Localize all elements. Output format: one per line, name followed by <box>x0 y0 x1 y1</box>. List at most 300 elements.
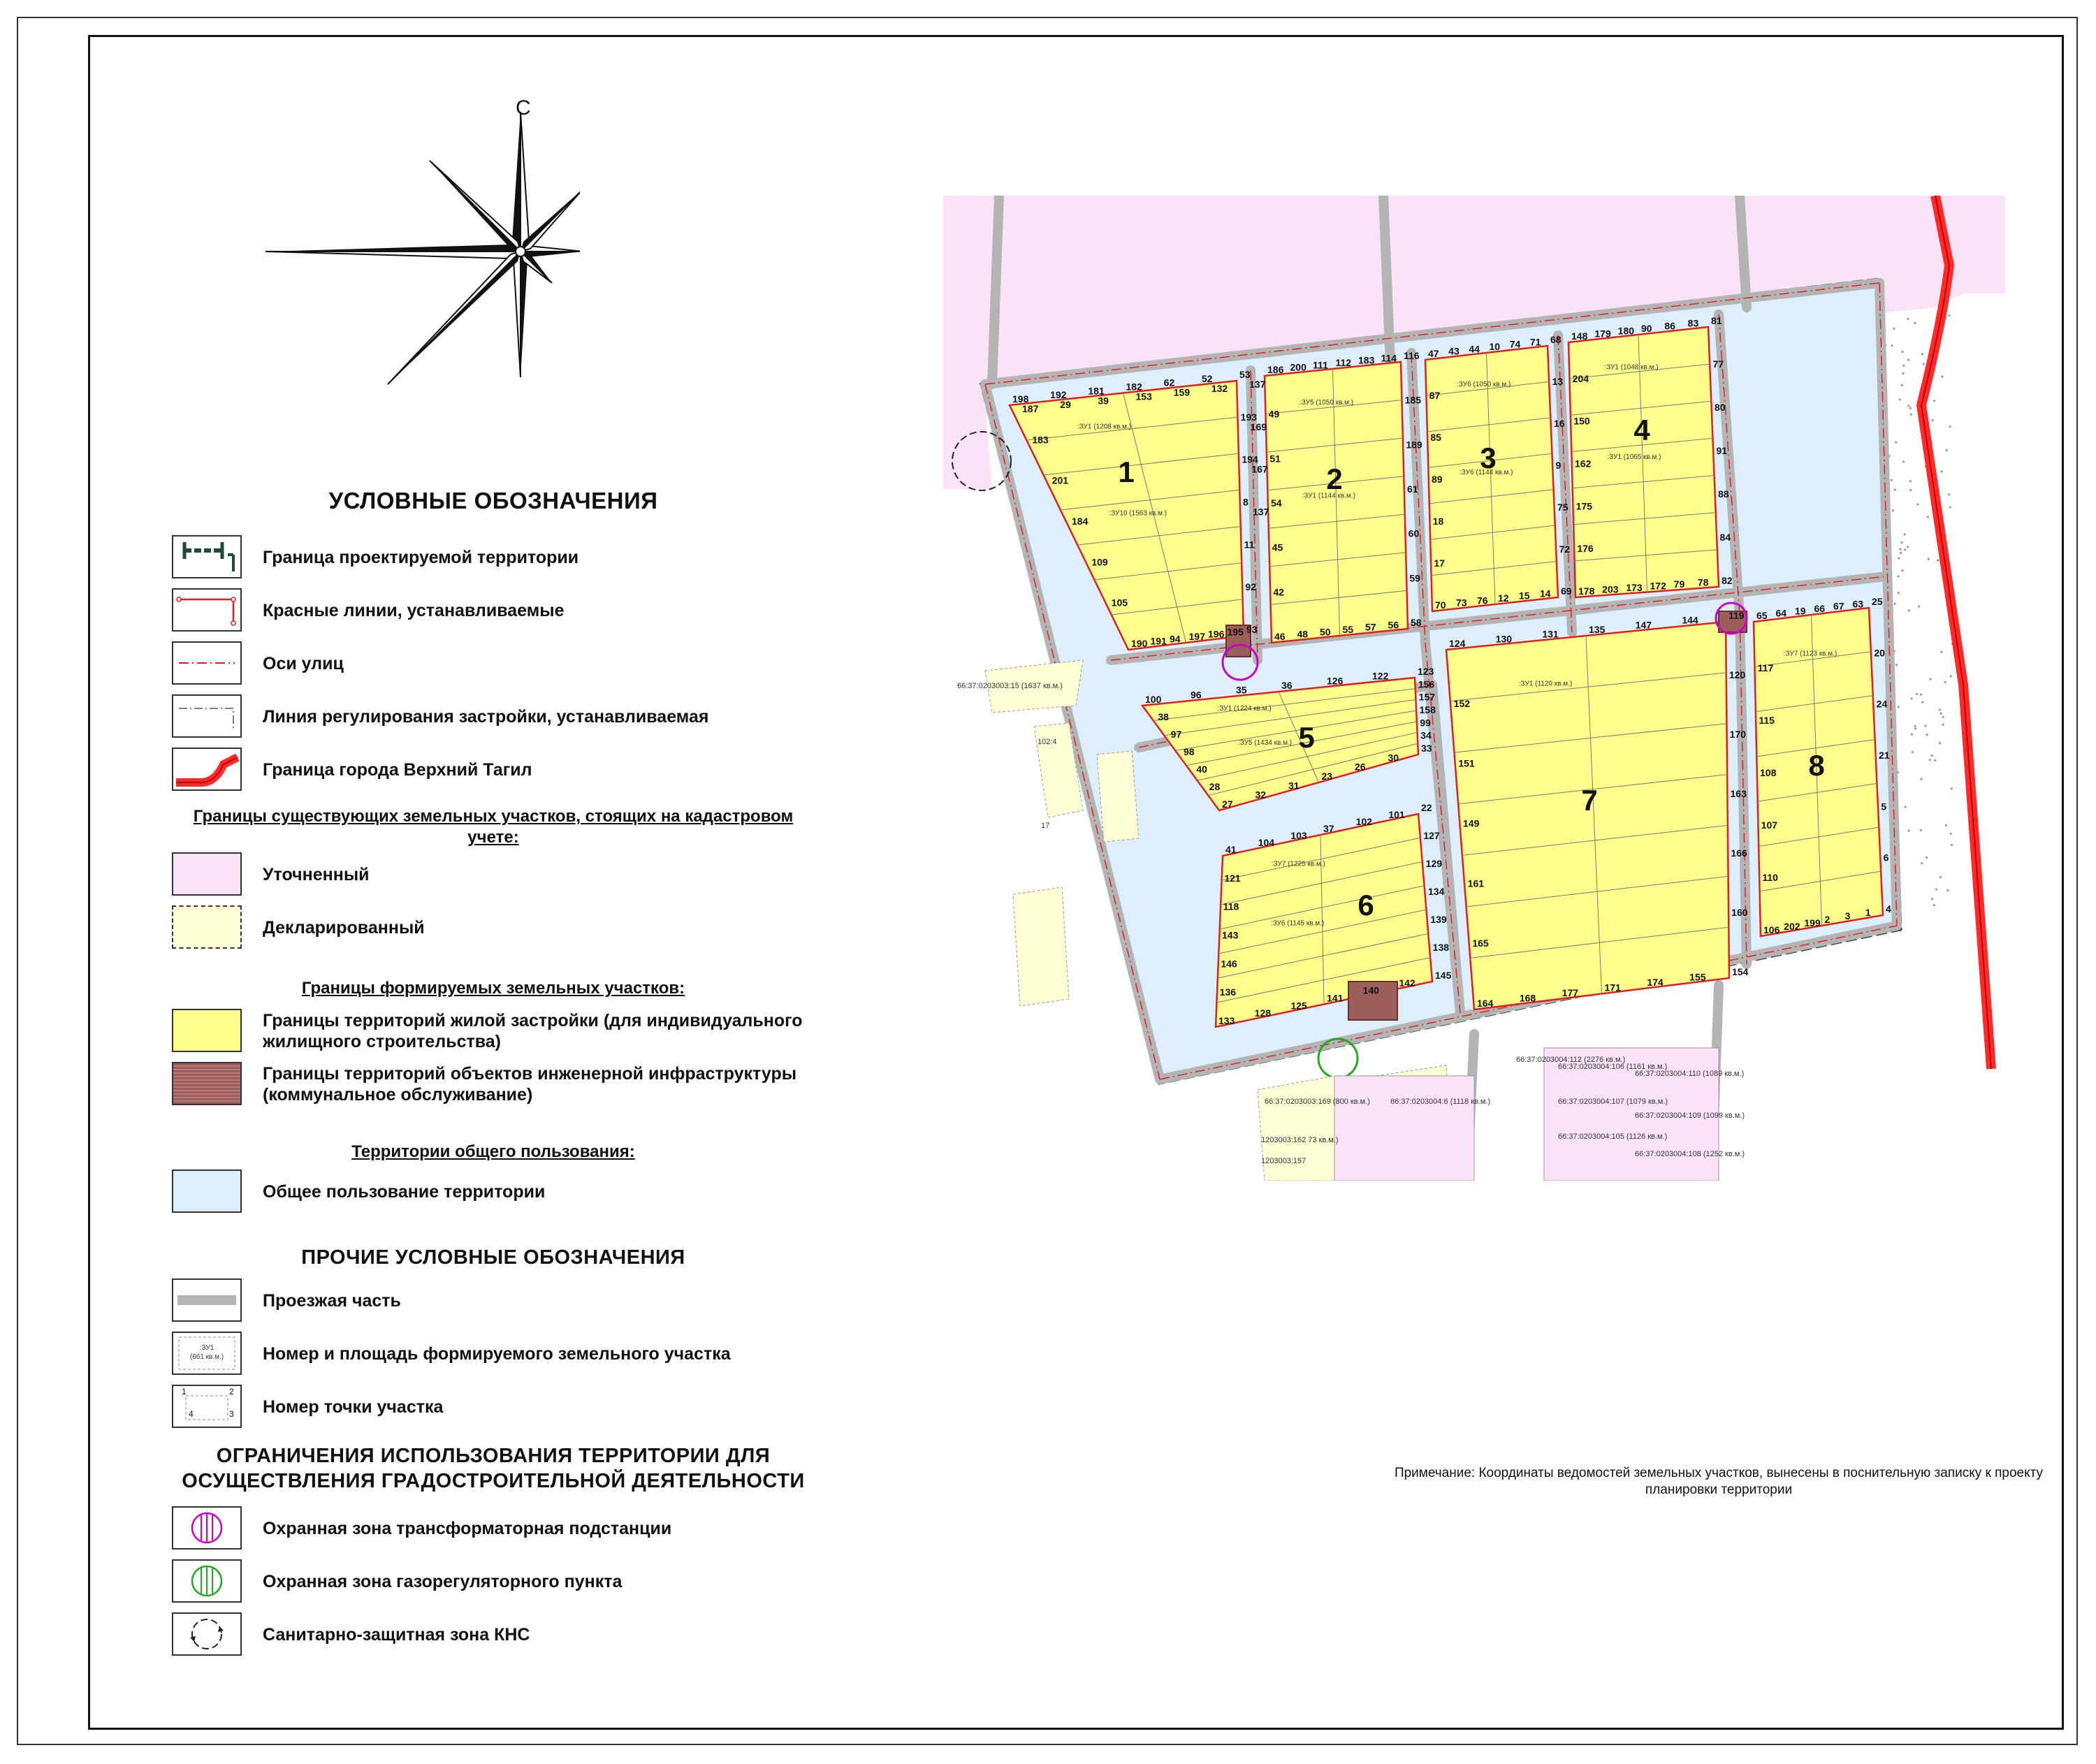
point-number-label: 82 <box>1722 575 1733 586</box>
forest-dot <box>1895 664 1898 666</box>
legend-item-declared <box>172 905 871 950</box>
legend-restrictions-title: ОГРАНИЧЕНИЯ ИСПОЛЬЗОВАНИЯ ТЕРРИТОРИИ ДЛЯ ОСУЩЕСТВЛЕНИЯ ГРАДОСТРОИТЕЛЬНОЙ ДЕЯТЕЛЬНОСТИ <box>182 1445 805 1492</box>
point-number-icon <box>172 1385 242 1428</box>
point-number-label: 199 <box>1804 917 1821 928</box>
cadastral-parcel-label: 66:37:0203003:169 (800 кв.м.) <box>1265 1098 1370 1106</box>
point-number-label: 162 <box>1575 458 1592 469</box>
point-number-label: 12 <box>1498 592 1509 604</box>
point-number-label: 181 <box>1088 385 1105 397</box>
point-number-label: 84 <box>1719 532 1731 543</box>
point-number-label: 15 <box>1519 590 1530 602</box>
point-number-label: 6 <box>1883 852 1889 863</box>
plot-number-icon <box>172 1332 242 1375</box>
point-number-label: 102 <box>1355 816 1373 827</box>
forest-dot <box>1941 470 1943 472</box>
forest-dot <box>1931 755 1933 757</box>
forest-dot <box>1895 441 1897 443</box>
point-number-label: 169 <box>1250 421 1267 432</box>
plot-area-label: :ЗУ10 (1563 кв.м.) <box>1109 509 1167 518</box>
forest-dot <box>1907 546 1909 548</box>
point-number-label: 116 <box>1404 350 1420 361</box>
point-number-label: 167 <box>1251 463 1268 475</box>
sample-plot-area: (661 кв.м.) <box>189 1353 224 1361</box>
point-number-label: 117 <box>1757 662 1774 673</box>
block-number-label: 2 <box>1326 462 1343 495</box>
forest-dot <box>1934 759 1936 761</box>
point-number-label: 74 <box>1509 338 1521 350</box>
point-number-label: 183 <box>1032 434 1049 446</box>
point-number-label: 21 <box>1879 750 1890 761</box>
point-number-label: 50 <box>1320 626 1331 638</box>
point-number-label: 120 <box>1729 669 1746 680</box>
block-number-label: 5 <box>1298 721 1315 754</box>
point-number-label: 27 <box>1222 799 1233 810</box>
point-number-label: 166 <box>1731 847 1747 859</box>
point-number-label: 154 <box>1732 966 1749 977</box>
forest-dot <box>1924 724 1926 727</box>
point-number-label: 200 <box>1290 361 1307 373</box>
plot-area-label: :ЗУ7 (1225 кв.м.) <box>1271 860 1325 868</box>
point-number-label: 190 <box>1131 638 1148 649</box>
forest-dot <box>1909 489 1912 491</box>
legend-formed-title: Границы формируемых земельных участков: <box>301 979 685 998</box>
point-number-label: 40 <box>1196 764 1207 775</box>
point-number-label: 171 <box>1604 982 1621 993</box>
roadway-icon <box>172 1278 242 1322</box>
forest-dot <box>1948 314 1950 316</box>
project-boundary-icon <box>172 535 242 578</box>
point-number-label: 140 <box>1362 984 1380 996</box>
point-number-label: 4 <box>1886 903 1891 914</box>
point-number-label: 11 <box>1244 539 1255 551</box>
sample-point-1: 1 <box>182 1387 187 1397</box>
point-number-label: 152 <box>1453 697 1471 709</box>
point-number-label: 133 <box>1218 1015 1235 1026</box>
forest-dot <box>1931 898 1933 900</box>
legend-label: Номер точки участка <box>263 1397 444 1417</box>
forest-dot <box>1928 558 1930 560</box>
point-number-label: 186 <box>1267 364 1284 375</box>
forest-dot <box>1923 363 1925 365</box>
cadastral-parcel-label: 66:37:0203004:106 (1161 кв.м.) <box>1558 1063 1668 1071</box>
cadastral-parcel-label: 66:37:0203004:110 (1089 кв.м.) <box>1635 1070 1745 1078</box>
point-number-label: 3 <box>1844 910 1851 921</box>
point-number-label: 143 <box>1222 929 1239 941</box>
legend-label: Номер и площадь формируемого земельного участка <box>263 1344 731 1364</box>
block-number-label: 4 <box>1633 414 1650 446</box>
point-number-label: 157 <box>1418 691 1436 703</box>
point-number-label: 8 <box>1243 496 1249 508</box>
block-number-label: 8 <box>1808 749 1825 782</box>
point-number-label: 136 <box>1219 986 1237 998</box>
point-number-label: 165 <box>1472 938 1489 949</box>
legend-other-title: ПРОЧИЕ УСЛОВНЫЕ ОБОЗНАЧЕНИЯ <box>301 1246 685 1269</box>
point-number-label: 80 <box>1715 402 1726 413</box>
cadastral-parcel-label: 66:37:0203004:108 (1252 кв.м.) <box>1635 1150 1745 1158</box>
forest-dot <box>1946 449 1948 451</box>
point-number-label: 37 <box>1323 823 1334 834</box>
legend-item-public <box>172 1169 871 1214</box>
point-number-label: 144 <box>1682 614 1698 626</box>
forest-dot <box>1951 787 1953 789</box>
point-number-label: 14 <box>1540 588 1551 599</box>
plot-area-label: :ЗУ1 (1120 кв.м.) <box>1518 680 1573 688</box>
point-number-label: 39 <box>1098 395 1109 407</box>
point-number-label: 45 <box>1272 541 1283 553</box>
point-number-label: 68 <box>1550 334 1562 345</box>
point-number-label: 134 <box>1428 886 1445 897</box>
plot-area-label: :ЗУ5 (1050 кв.м.) <box>1299 398 1354 407</box>
point-number-label: 163 <box>1730 788 1747 799</box>
legend-item-building-line <box>172 694 871 739</box>
point-number-label: 159 <box>1173 386 1191 398</box>
forest-dot <box>1941 376 1943 378</box>
point-number-label: 85 <box>1430 432 1441 443</box>
block-number-label: 6 <box>1358 889 1374 921</box>
point-number-label: 128 <box>1254 1007 1272 1019</box>
point-number-label: 31 <box>1288 780 1300 792</box>
point-number-label: 110 <box>1762 872 1778 883</box>
point-number-label: 75 <box>1557 502 1569 513</box>
point-number-label: 179 <box>1594 328 1611 340</box>
legend-label: Границы территорий объектов инженерной инфраструктуры (коммунальное обслуживание) <box>263 1064 797 1105</box>
forest-dot <box>1898 575 1900 577</box>
point-number-label: 203 <box>1602 583 1619 595</box>
point-number-label: 76 <box>1477 595 1488 606</box>
sanitary-zone-icon <box>172 1612 242 1656</box>
cadastral-parcel-label: 66:37:0203004:107 (1079 кв.м.) <box>1558 1098 1668 1106</box>
point-number-label: 67 <box>1833 600 1844 612</box>
point-number-label: 62 <box>1163 377 1175 388</box>
point-number-label: 123 <box>1418 666 1434 677</box>
point-number-label: 156 <box>1418 678 1435 690</box>
forest-dot <box>1926 734 1928 736</box>
legend-item-infrastructure <box>172 1062 871 1107</box>
forest-dot <box>1907 358 1909 360</box>
forest-dot <box>1907 318 1909 320</box>
red-lines-icon <box>172 588 242 632</box>
point-number-label: 52 <box>1201 372 1213 384</box>
forest-dot <box>1892 509 1894 511</box>
cadastral-parcel-label: 66:37:0203004:6 (1118 кв.м.) <box>1390 1098 1491 1106</box>
point-number-label: 96 <box>1191 689 1202 701</box>
legend-label: Общее пользование территории <box>263 1182 546 1202</box>
forest-dot <box>1937 559 1939 561</box>
point-number-label: 129 <box>1425 858 1443 869</box>
point-number-label: 34 <box>1420 729 1432 741</box>
point-number-label: 160 <box>1731 907 1748 918</box>
sample-point-2: 2 <box>229 1387 234 1397</box>
forest-dot <box>1933 400 1935 402</box>
legend-label: Охранная зона газорегуляторного пункта <box>263 1572 623 1591</box>
forest-dot <box>1901 569 1903 571</box>
point-number-label: 189 <box>1406 439 1422 451</box>
point-number-label: 46 <box>1274 631 1286 642</box>
forest-dot <box>1942 724 1944 726</box>
point-number-label: 87 <box>1429 390 1441 401</box>
point-number-label: 197 <box>1188 631 1205 642</box>
forest-dot <box>1903 533 1905 535</box>
point-number-label: 137 <box>1253 506 1269 518</box>
legend-title: УСЛОВНЫЕ ОБОЗНАЧЕНИЯ <box>328 488 658 513</box>
sample-plot-code: :ЗУ1 <box>199 1344 214 1352</box>
point-number-label: 108 <box>1760 767 1777 778</box>
point-number-label: 146 <box>1221 958 1237 970</box>
cadastral-parcel-label: 102:4 <box>1038 738 1057 746</box>
legend-item-refined <box>172 852 871 897</box>
point-number-label: 98 <box>1184 746 1195 757</box>
point-number-label: 70 <box>1435 599 1446 611</box>
point-number-label: 32 <box>1255 789 1267 801</box>
city-boundary-icon <box>172 748 242 791</box>
forest-dot <box>1893 603 1895 605</box>
point-number-label: 18 <box>1432 516 1444 527</box>
forest-dot <box>1921 862 1923 864</box>
cadastral-parcel-label: 66:37:0203004:112 (2276 кв.м.) <box>1516 1056 1626 1064</box>
forest-dot <box>1946 889 1949 891</box>
forest-dot <box>1891 344 1893 347</box>
plot-area-label: :ЗУ6 (1144 кв.м.) <box>1460 469 1513 477</box>
forest-dot <box>1914 322 1916 324</box>
forest-dot <box>1921 701 1923 703</box>
forest-dot <box>1898 557 1900 560</box>
forest-dot <box>1899 548 1901 550</box>
point-number-label: 115 <box>1759 715 1775 726</box>
legend-label: Проезжая часть <box>263 1291 401 1311</box>
point-number-label: 35 <box>1236 684 1247 696</box>
point-number-label: 81 <box>1711 315 1722 326</box>
point-number-label: 88 <box>1718 488 1729 500</box>
point-number-label: 103 <box>1290 830 1307 841</box>
point-number-label: 89 <box>1432 474 1443 485</box>
forest-dot <box>1933 904 1935 906</box>
point-number-label: 56 <box>1388 619 1399 631</box>
point-number-label: 139 <box>1430 914 1447 925</box>
forest-dot <box>1907 830 1909 832</box>
cadastral-parcel-label: 66:37:0203004:109 (1099 кв.м.) <box>1635 1111 1745 1120</box>
forest-dot <box>1894 488 1896 490</box>
forest-dot <box>1902 460 1905 462</box>
forest-dot <box>1911 697 1913 699</box>
point-number-label: 104 <box>1258 837 1275 848</box>
plot-area-label: :ЗУ6 (1050 кв.м.) <box>1457 381 1511 389</box>
infrastructure-swatch <box>172 1062 242 1105</box>
forest-dot <box>1916 693 1918 695</box>
legend-label: Линия регулирования застройки, устанавливаемая <box>263 707 709 727</box>
forest-dot <box>1910 414 1912 416</box>
legend-label: Границы территорий жилой застройки (для индивидуального жилищного строительства) <box>263 1011 803 1051</box>
block-number-label: 7 <box>1581 784 1598 817</box>
forest-dot <box>1935 889 1937 891</box>
block-number-label: 3 <box>1480 442 1497 474</box>
point-number-label: 29 <box>1060 399 1071 411</box>
point-number-label: 180 <box>1617 325 1635 337</box>
point-number-label: 94 <box>1170 633 1181 645</box>
point-number-label: 176 <box>1577 543 1594 555</box>
public-swatch <box>172 1169 242 1213</box>
point-number-label: 155 <box>1689 971 1706 983</box>
forest-dot <box>1944 681 1946 683</box>
point-number-label: 193 <box>1240 411 1258 423</box>
forest-dot <box>1916 503 1919 505</box>
point-number-label: 196 <box>1208 628 1225 640</box>
forest-dot <box>1899 398 1901 400</box>
forest-dot <box>1949 425 1951 428</box>
forest-dot <box>1914 725 1916 727</box>
forest-dot <box>1942 716 1944 718</box>
point-number-label: 161 <box>1467 877 1485 889</box>
plot-area-label: :ЗУ1 (1144 кв.м.) <box>1302 492 1355 500</box>
point-number-label: 1 <box>1865 907 1871 918</box>
cadastral-parcel-label: 66:37:0203003:15 (1637 кв.м.) <box>957 682 1063 690</box>
forest-dot <box>1940 713 1942 715</box>
point-number-label: 9 <box>1555 460 1562 471</box>
point-number-label: 63 <box>1852 598 1864 610</box>
point-number-label: 107 <box>1761 819 1778 831</box>
point-number-label: 54 <box>1271 497 1282 509</box>
point-number-label: 130 <box>1495 633 1513 645</box>
legend-item-roadway <box>172 1278 871 1323</box>
point-number-label: 105 <box>1111 597 1128 608</box>
point-number-label: 83 <box>1687 317 1699 329</box>
point-number-label: 101 <box>1388 809 1405 820</box>
forest-dot <box>1939 742 1941 744</box>
point-number-label: 13 <box>1552 376 1564 387</box>
legend-public-title: Территории общего пользования: <box>351 1142 635 1161</box>
legend-item-street-axis <box>172 641 871 686</box>
point-number-label: 86 <box>1664 320 1675 332</box>
point-number-label: 201 <box>1051 474 1069 486</box>
point-number-label: 48 <box>1297 628 1309 640</box>
plot-area-label: :ЗУ1 (1065 кв.м.) <box>1607 453 1661 461</box>
forest-dot <box>1940 651 1942 653</box>
point-number-label: 202 <box>1784 921 1800 932</box>
forest-dot <box>1909 480 1912 482</box>
forest-dot <box>1893 328 1895 330</box>
compass-rose-icon <box>259 98 580 391</box>
legend-item-sanitary-zone <box>172 1612 871 1657</box>
point-number-label: 97 <box>1170 729 1182 740</box>
point-number-label: 44 <box>1469 343 1480 355</box>
site-plan-map <box>943 196 2005 1181</box>
legend-item-plot-number <box>172 1332 871 1376</box>
point-number-label: 61 <box>1407 483 1418 495</box>
forest-dot <box>1902 351 1904 353</box>
forest-dot <box>1898 592 1900 594</box>
plot-area-label: :ЗУ5 (1434 кв.м.) <box>1237 738 1293 747</box>
point-number-label: 149 <box>1463 817 1480 829</box>
point-number-label: 106 <box>1763 924 1780 935</box>
forest-dot <box>1921 778 1923 780</box>
point-number-label: 25 <box>1872 596 1883 607</box>
point-number-label: 30 <box>1388 752 1399 764</box>
point-number-label: 19 <box>1795 605 1806 617</box>
point-number-label: 20 <box>1874 647 1885 659</box>
forest-dot <box>1914 727 1916 729</box>
point-number-label: 77 <box>1712 358 1724 370</box>
point-number-label: 114 <box>1381 352 1397 364</box>
point-number-label: 132 <box>1211 382 1228 394</box>
point-number-label: 100 <box>1145 694 1162 705</box>
residential-swatch <box>172 1009 242 1052</box>
forest-dot <box>1929 678 1931 680</box>
point-number-label: 42 <box>1273 586 1284 598</box>
forest-dot <box>1900 541 1902 544</box>
sample-point-3: 3 <box>229 1409 234 1419</box>
point-number-label: 194 <box>1242 453 1258 465</box>
point-number-label: 153 <box>1135 391 1152 402</box>
point-number-label: 47 <box>1428 348 1439 359</box>
point-number-label: 150 <box>1573 415 1590 427</box>
point-number-label: 118 <box>1223 901 1239 912</box>
cadastral-parcel-label: 1203003:157 <box>1261 1157 1307 1165</box>
point-number-label: 51 <box>1269 453 1281 465</box>
point-number-label: 141 <box>1327 992 1344 1004</box>
point-number-label: 148 <box>1571 330 1588 342</box>
forest-dot <box>1918 606 1920 608</box>
point-number-label: 109 <box>1091 556 1108 568</box>
point-number-label: 170 <box>1729 729 1747 740</box>
point-number-label: 55 <box>1342 624 1354 635</box>
compass-north-letter: С <box>516 96 531 119</box>
point-number-label: 65 <box>1756 610 1768 621</box>
plot-area-label: :ЗУ1 (1224 кв.м.) <box>1217 704 1272 713</box>
point-number-label: 10 <box>1489 341 1501 352</box>
point-number-label: 131 <box>1542 628 1559 640</box>
point-number-label: 172 <box>1650 580 1666 592</box>
forest-dot <box>1948 493 1950 495</box>
forest-dot <box>1920 694 1922 696</box>
point-number-label: 36 <box>1281 680 1293 691</box>
cadastral-parcel-label: 1203003:162 73 кв.м.) <box>1261 1136 1339 1144</box>
point-number-label: 64 <box>1775 607 1787 619</box>
forest-dot <box>1928 759 1930 761</box>
forest-dot <box>1931 419 1933 421</box>
forest-dot <box>1912 751 1914 753</box>
point-number-label: 173 <box>1626 582 1643 593</box>
forest-dot <box>1921 353 1923 355</box>
point-number-label: 16 <box>1554 418 1565 429</box>
point-number-label: 5 <box>1881 801 1887 812</box>
point-number-label: 99 <box>1420 717 1431 729</box>
point-number-label: 43 <box>1448 345 1460 357</box>
building-line-icon <box>172 694 242 738</box>
point-number-label: 187 <box>1022 403 1039 414</box>
street-axis-icon <box>172 641 242 685</box>
transformer-zone-icon <box>172 1506 242 1550</box>
point-number-label: 69 <box>1561 585 1572 597</box>
point-number-label: 185 <box>1404 394 1422 406</box>
point-number-label: 137 <box>1249 379 1266 390</box>
forest-dot <box>1927 516 1929 518</box>
point-number-label: 71 <box>1529 336 1541 348</box>
legend-label: Уточненный <box>263 865 370 884</box>
legend-label: Декларированный <box>263 918 425 938</box>
forest-dot <box>1950 675 1952 677</box>
point-number-label: 191 <box>1150 635 1167 647</box>
forest-dot <box>1945 824 1947 826</box>
legend-item-gas-zone <box>172 1559 871 1604</box>
point-number-label: 147 <box>1635 619 1652 631</box>
site-plan-drawing <box>943 196 2005 1181</box>
point-number-label: 90 <box>1641 323 1652 334</box>
point-number-label: 112 <box>1335 357 1352 368</box>
forest-dot <box>1898 706 1900 708</box>
refined-swatch <box>172 852 242 896</box>
point-number-label: 175 <box>1575 500 1593 512</box>
forest-dot <box>1904 806 1906 808</box>
point-number-label: 33 <box>1421 743 1432 754</box>
